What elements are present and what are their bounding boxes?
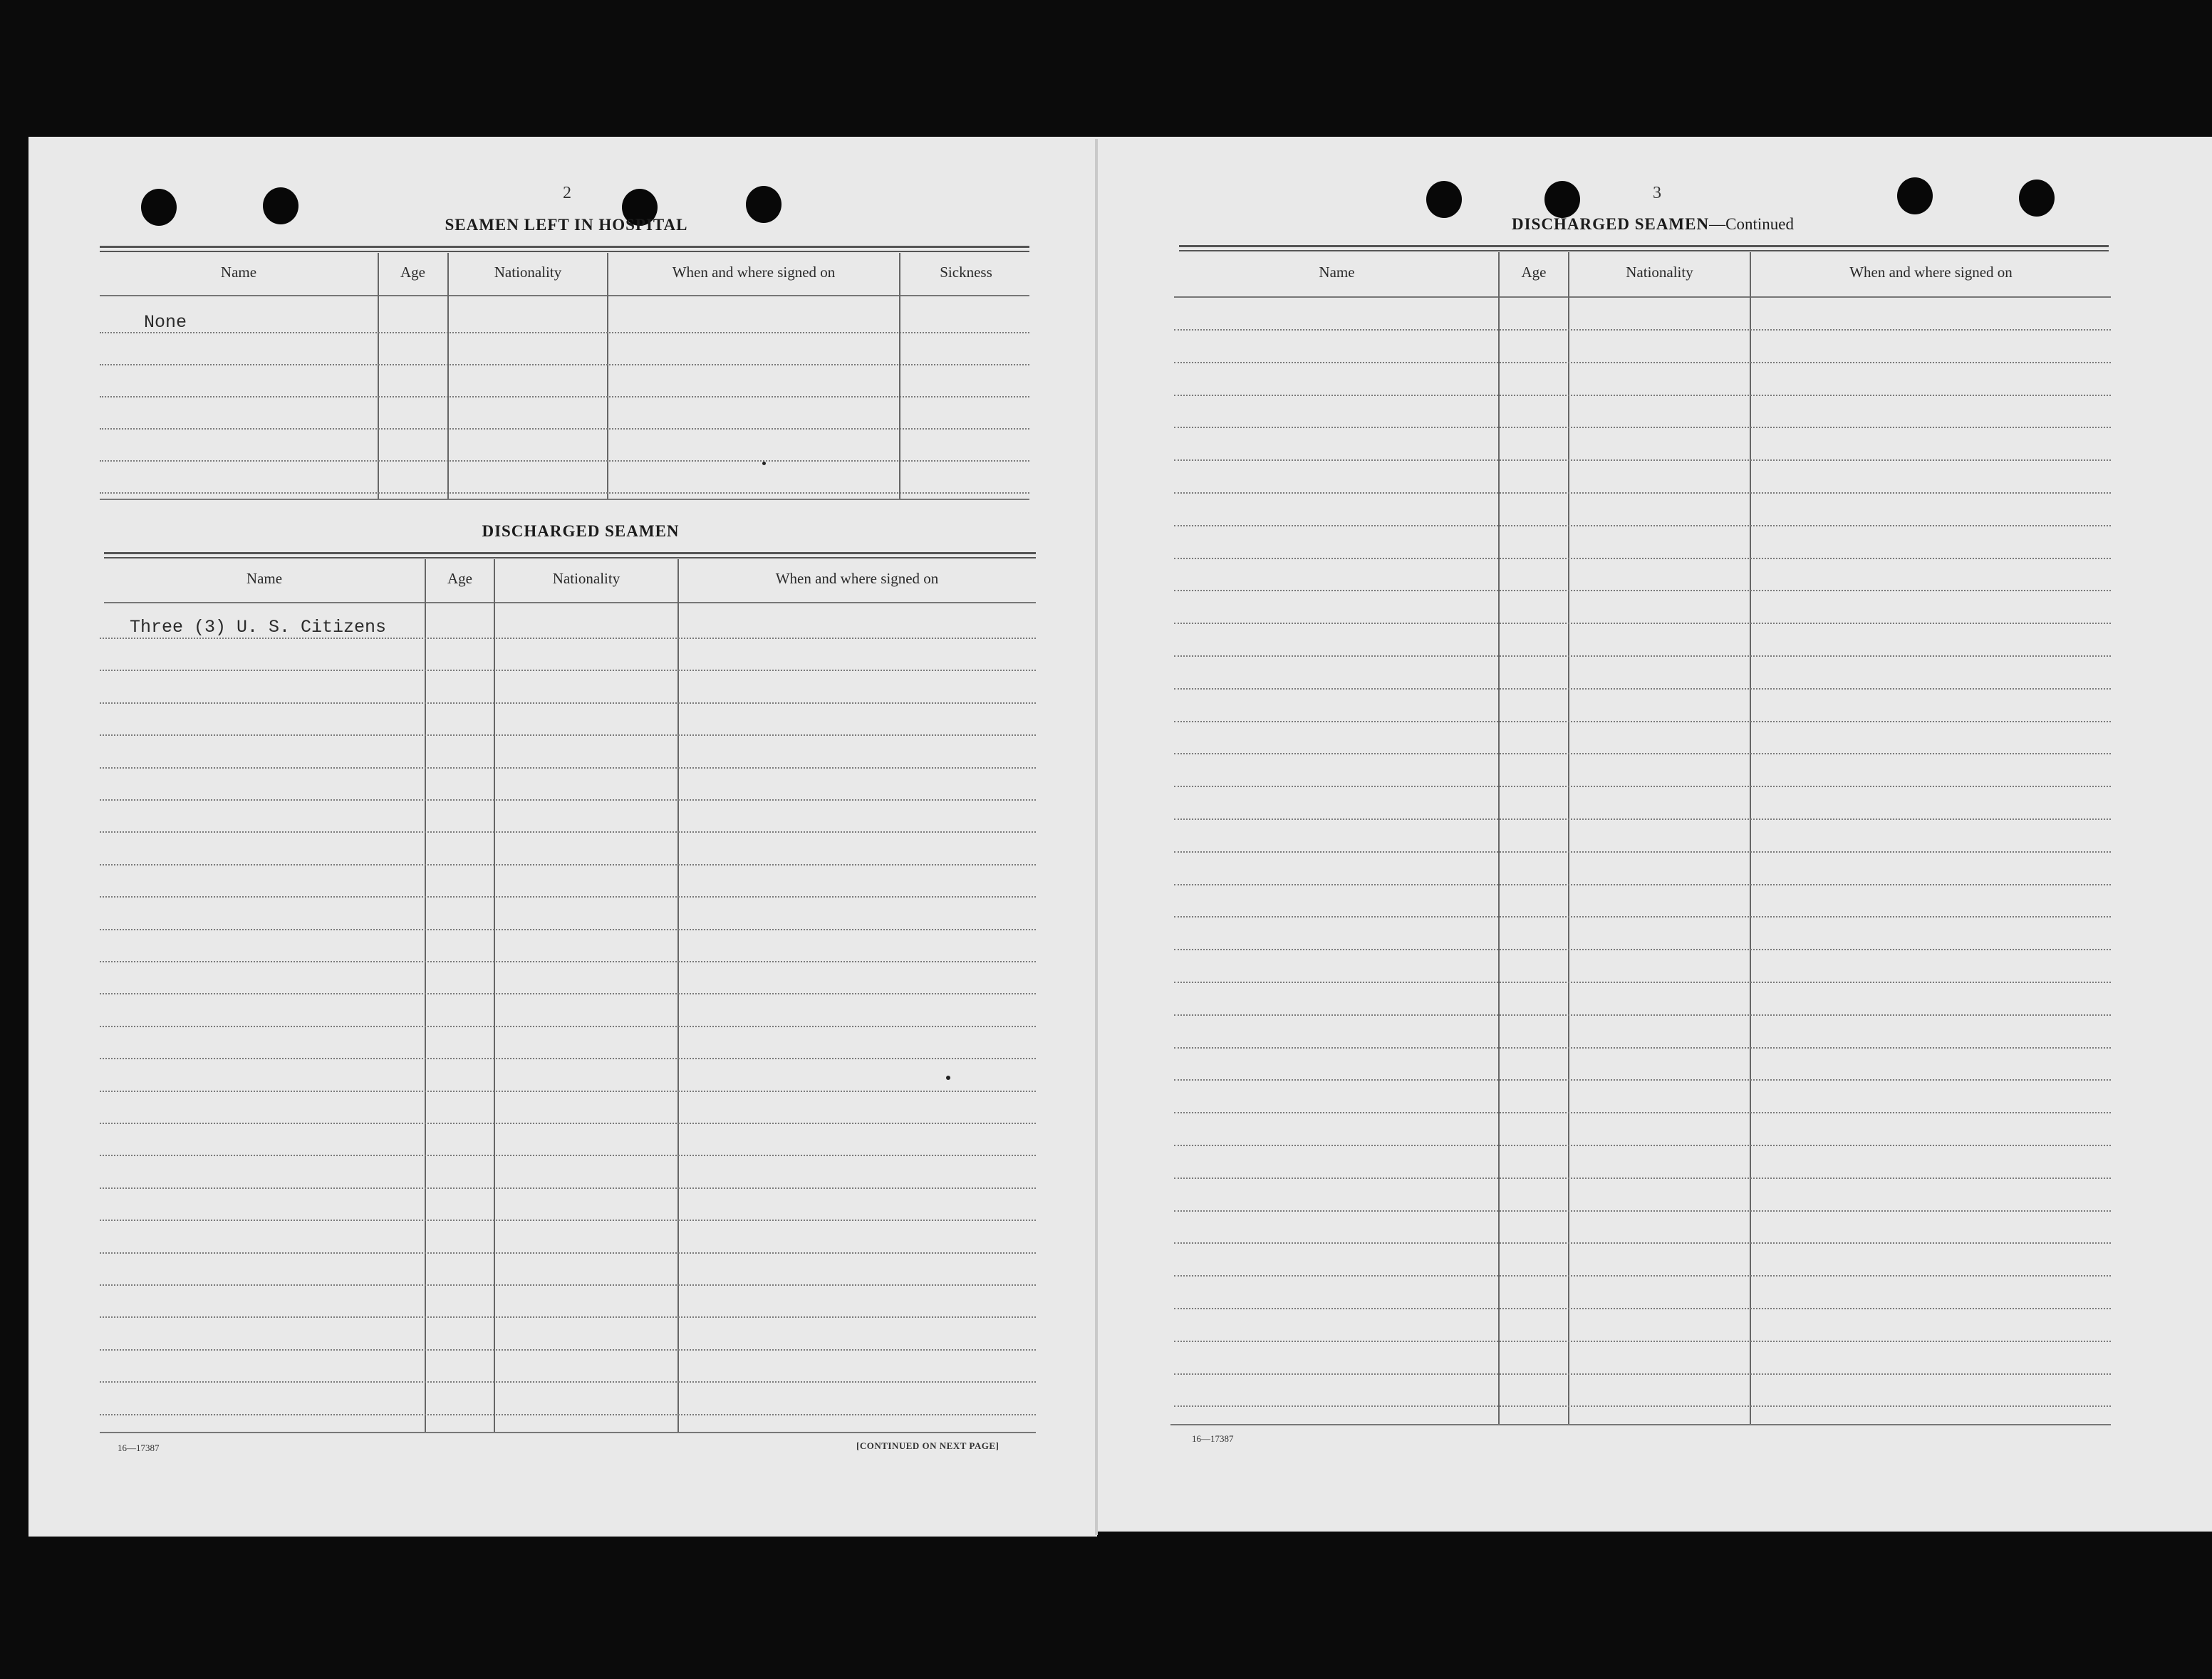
table-row xyxy=(1174,851,2111,853)
table-row xyxy=(100,1187,1036,1189)
column-header-signed-on: When and where signed on xyxy=(775,570,939,587)
table-row xyxy=(1174,1014,2111,1016)
table-row xyxy=(100,1349,1036,1351)
table-row xyxy=(1174,949,2111,950)
table-row xyxy=(100,396,1029,397)
table-row xyxy=(1174,753,2111,754)
table-row xyxy=(1174,1341,2111,1342)
table-row xyxy=(1174,1405,2111,1407)
table-row xyxy=(100,1220,1036,1221)
table-row xyxy=(100,1381,1036,1383)
column-header-signed-on: When and where signed on xyxy=(1849,264,2013,281)
table-row xyxy=(1174,1308,2111,1309)
section-rule xyxy=(104,552,1036,554)
table-row xyxy=(1174,329,2111,331)
continued-note: [CONTINUED ON NEXT PAGE] xyxy=(856,1440,999,1451)
column-header-nationality: Nationality xyxy=(552,570,620,587)
table-row xyxy=(1174,1047,2111,1049)
title-continued: —Continued xyxy=(1709,215,1794,233)
right-page xyxy=(1096,137,2212,1532)
column-header-name: Name xyxy=(1319,264,1355,281)
page-number: 2 xyxy=(563,184,571,202)
column-header-sickness: Sickness xyxy=(940,264,992,281)
table-row xyxy=(100,1091,1036,1092)
table-row xyxy=(100,896,1036,898)
form-number: 16—17387 xyxy=(118,1443,160,1453)
column-divider xyxy=(494,559,495,1432)
table-row xyxy=(1174,525,2111,526)
table-row xyxy=(100,670,1036,671)
table-row xyxy=(100,1026,1036,1027)
hospital-section-title: SEAMEN LEFT IN HOSPITAL xyxy=(445,216,688,234)
column-header-name: Name xyxy=(220,264,257,281)
section-rule xyxy=(100,251,1029,252)
table-row xyxy=(100,831,1036,833)
page-number: 3 xyxy=(1653,184,1661,202)
column-divider xyxy=(378,253,379,499)
table-row xyxy=(100,492,1029,494)
table-row xyxy=(100,1123,1036,1124)
left-page xyxy=(28,137,1097,1537)
section-rule xyxy=(104,557,1036,558)
table-row xyxy=(1174,492,2111,494)
column-header-age: Age xyxy=(1521,264,1547,281)
ink-speck xyxy=(946,1076,950,1080)
punch-hole xyxy=(1544,181,1580,218)
column-divider xyxy=(447,253,449,499)
column-divider xyxy=(607,253,608,499)
table-row xyxy=(1174,1079,2111,1081)
section-rule xyxy=(1179,245,2109,247)
punch-hole xyxy=(141,189,177,226)
column-header-nationality: Nationality xyxy=(1626,264,1693,281)
table-row xyxy=(100,864,1036,866)
table-row xyxy=(100,332,1029,333)
punch-hole xyxy=(1426,181,1462,218)
column-header-nationality: Nationality xyxy=(494,264,562,281)
table-row xyxy=(1174,1210,2111,1212)
form-number: 16—17387 xyxy=(1192,1433,1234,1444)
table-row xyxy=(100,1316,1036,1318)
punch-hole xyxy=(2019,180,2055,217)
discharged-continued-title xyxy=(1482,215,1824,234)
column-header-signed-on: When and where signed on xyxy=(672,264,836,281)
page-fold xyxy=(1095,139,1098,1535)
table-row xyxy=(100,1414,1036,1415)
table-row xyxy=(1174,1275,2111,1277)
table-row xyxy=(100,428,1029,430)
ink-speck xyxy=(762,462,766,465)
table-row xyxy=(1174,1112,2111,1113)
table-row xyxy=(100,1155,1036,1156)
table-row xyxy=(1174,1178,2111,1179)
table-row xyxy=(100,929,1036,930)
table-row xyxy=(1174,590,2111,591)
punch-hole xyxy=(263,187,298,224)
table-row xyxy=(1174,623,2111,624)
table-row xyxy=(1174,1242,2111,1244)
table-row xyxy=(100,961,1036,962)
table-row xyxy=(1174,1373,2111,1375)
table-row xyxy=(100,702,1036,704)
table-row xyxy=(100,638,1036,639)
table-row xyxy=(1174,395,2111,396)
table-row xyxy=(1174,688,2111,690)
table-bottom-rule xyxy=(100,499,1029,500)
column-header-age: Age xyxy=(400,264,425,281)
table-row xyxy=(100,993,1036,994)
hospital-entry: None xyxy=(144,312,187,333)
table-row xyxy=(100,1252,1036,1254)
header-underline xyxy=(100,295,1029,296)
punch-hole xyxy=(746,186,782,223)
table-row xyxy=(1174,362,2111,363)
table-row xyxy=(1174,721,2111,722)
table-row xyxy=(1174,786,2111,787)
column-header-name: Name xyxy=(246,570,283,587)
table-row xyxy=(1174,459,2111,461)
table-row xyxy=(1174,818,2111,820)
column-divider xyxy=(425,559,426,1432)
discharged-entry: Three (3) U. S. Citizens xyxy=(130,617,387,638)
section-rule xyxy=(1179,250,2109,251)
table-row xyxy=(100,734,1036,736)
table-row xyxy=(100,460,1029,462)
table-row xyxy=(100,767,1036,769)
header-underline xyxy=(104,602,1036,603)
header-underline xyxy=(1174,296,2111,298)
table-row xyxy=(1174,558,2111,559)
column-divider xyxy=(899,253,900,499)
table-row xyxy=(1174,1145,2111,1146)
table-row xyxy=(100,799,1036,801)
table-row xyxy=(1174,655,2111,657)
table-bottom-rule xyxy=(1170,1424,2111,1425)
column-header-age: Age xyxy=(447,570,472,587)
section-rule xyxy=(100,246,1029,248)
column-divider xyxy=(677,559,679,1432)
table-row xyxy=(100,1284,1036,1286)
table-bottom-rule xyxy=(100,1432,1036,1433)
table-row xyxy=(1174,982,2111,983)
discharged-section-title: DISCHARGED SEAMEN xyxy=(482,522,680,540)
title-main: DISCHARGED SEAMEN xyxy=(1512,215,1710,233)
table-row xyxy=(100,1058,1036,1059)
table-row xyxy=(100,364,1029,365)
table-row xyxy=(1174,916,2111,918)
table-row xyxy=(1174,884,2111,885)
punch-hole xyxy=(1897,177,1933,214)
table-row xyxy=(1174,427,2111,428)
